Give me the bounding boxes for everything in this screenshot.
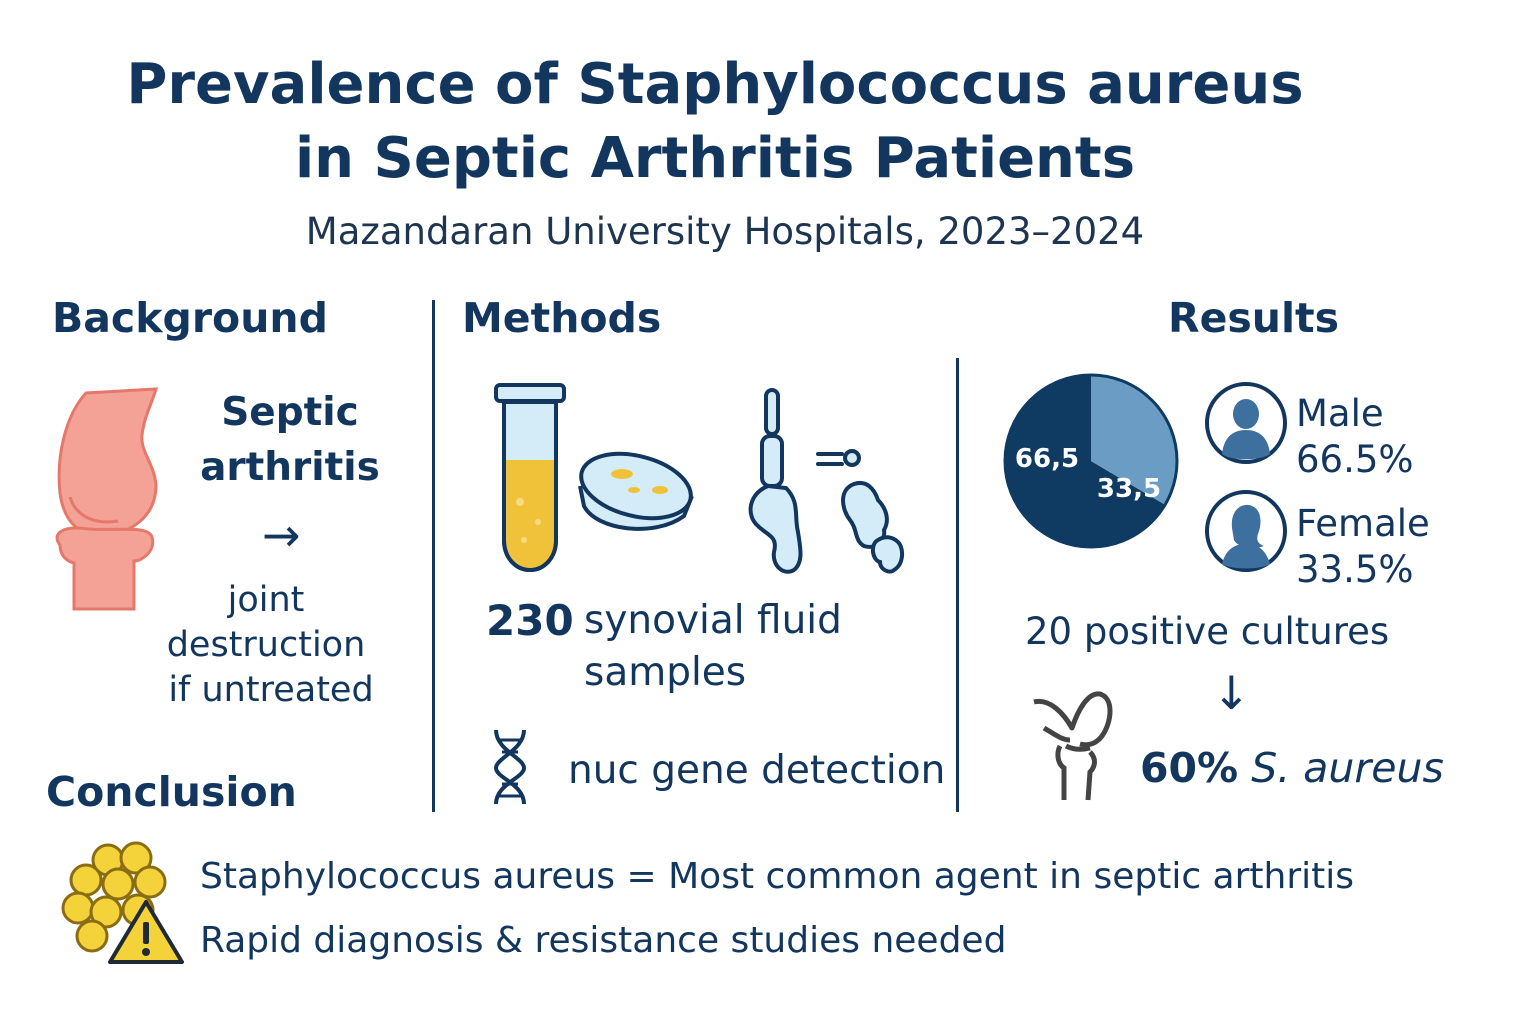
outcome-line-1: joint [227, 580, 305, 620]
male-label: Male [1296, 392, 1384, 435]
detection-label: nuc gene detection [568, 748, 946, 793]
gender-pie-chart [1003, 369, 1179, 553]
male-value: 66.5% [1296, 438, 1414, 481]
down-arrow-icon: ↓ [1212, 666, 1251, 720]
conclusion-line-2: Rapid diagnosis & resistance studies needed [200, 920, 1007, 961]
page-subtitle: Mazandaran University Hospitals, 2023–2024 [305, 210, 1145, 253]
pie-label-0: 66,5 [1014, 444, 1080, 474]
outcome-line-3: if untreated [168, 670, 374, 710]
male-avatar-icon [1204, 380, 1288, 466]
female-label: Female [1296, 502, 1430, 545]
page-title-line-1: Prevalence of Staphylococcus aureus [126, 52, 1304, 117]
septic-label-line-2: arthritis [200, 445, 380, 490]
dna-icon [488, 728, 532, 806]
background-heading: Background [52, 294, 328, 342]
sample-count: 230 [486, 596, 574, 645]
results-heading: Results [1168, 294, 1340, 342]
swab-icon [744, 386, 808, 578]
saureus-pct: 60% [1140, 744, 1239, 792]
bacteria-icon [814, 444, 908, 578]
saureus-name: S. aureus [1251, 744, 1444, 792]
sample-label-line-1: synovial fluid [584, 598, 842, 643]
outcome-line-2: destruction [166, 625, 366, 665]
positive-cultures: 20 positive cultures [1025, 610, 1390, 653]
methods-heading: Methods [462, 294, 662, 342]
conclusion-line-1: Staphylococcus aureus = Most common agent in septic arthritis [200, 856, 1355, 897]
staph-cluster-icon [58, 842, 186, 966]
female-avatar-icon [1204, 488, 1288, 574]
septic-label-line-1: Septic [221, 390, 359, 435]
petri-dish-icon [574, 446, 698, 538]
pie-label-1: 33,5 [1096, 474, 1162, 504]
test-tube-icon [494, 382, 566, 574]
right-arrow-icon: → [262, 508, 301, 562]
saureus-percent [1140, 744, 1444, 792]
knee-outline-icon [1030, 688, 1114, 804]
conclusion-heading: Conclusion [46, 768, 297, 816]
divider-right [956, 358, 959, 812]
female-value: 33.5% [1296, 548, 1414, 591]
sample-label-line-2: samples [584, 650, 747, 695]
page-title-line-2: in Septic Arthritis Patients [294, 126, 1136, 191]
knee-joint-icon [48, 385, 168, 617]
divider-left [432, 300, 435, 812]
